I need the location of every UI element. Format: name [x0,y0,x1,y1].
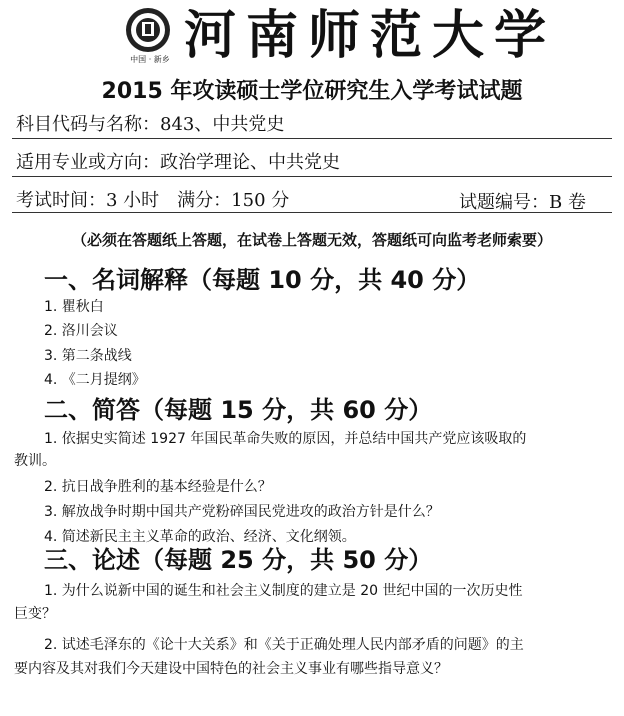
question-item: 1. 为什么说新中国的诞生和社会主义制度的建立是 20 世纪中国的一次历史性 [44,583,523,599]
question-item: 4. 简述新民主主义革命的政治、经济、文化纲领。 [44,529,356,545]
section-heading: 三、论述（每题 25 分，共 50 分） [44,546,433,574]
divider-line [12,138,612,139]
university-emblem-icon [120,4,176,60]
applicable-major: 适用专业或方向：政治学理论、中共党史 [16,152,340,173]
section-heading: 一、名词解释（每题 10 分，共 40 分） [44,266,481,294]
emblem-caption: 中国 · 新乡 [130,55,170,64]
divider-line [12,212,612,213]
exam-title: 2015 年攻读硕士学位研究生入学考试试题 [101,79,523,104]
question-item-continuation: 要内容及其对我们今天建设中国特色的社会主义事业有哪些指导意义？ [14,661,448,677]
question-item: 2. 抗日战争胜利的基本经验是什么？ [44,479,272,495]
divider-line [12,176,612,177]
question-item: 3. 解放战争时期中国共产党粉碎国民党进攻的政治方针是什么？ [44,504,440,520]
question-item: 1. 瞿秋白 [44,299,104,315]
university-name: 河南师范大学 [184,5,557,66]
question-item: 1. 依据史实简述 1927 年国民革命失败的原因，并总结中国共产党应该吸取的 [44,431,527,447]
exam-time-score: 考试时间：3 小时 满分：150 分 [16,190,290,211]
question-item: 2. 洛川会议 [44,323,118,339]
section-heading: 二、简答（每题 15 分，共 60 分） [44,396,433,424]
page-header [120,4,600,72]
question-item: 3. 第二条战线 [44,348,132,364]
question-item: 4. 《二月提纲》 [44,372,146,388]
question-item-continuation: 教训。 [14,453,56,469]
subject-code-name: 科目代码与名称：843、中共党史 [16,114,285,135]
question-item-continuation: 巨变？ [14,606,56,622]
question-item: 2. 试述毛泽东的《论十大关系》和《关于正确处理人民内部矛盾的问题》的主 [44,637,524,653]
exam-number: 试题编号：B 卷 [459,192,586,213]
answer-instruction: （必须在答题纸上答题，在试卷上答题无效，答题纸可向监考老师索要） [71,231,552,249]
